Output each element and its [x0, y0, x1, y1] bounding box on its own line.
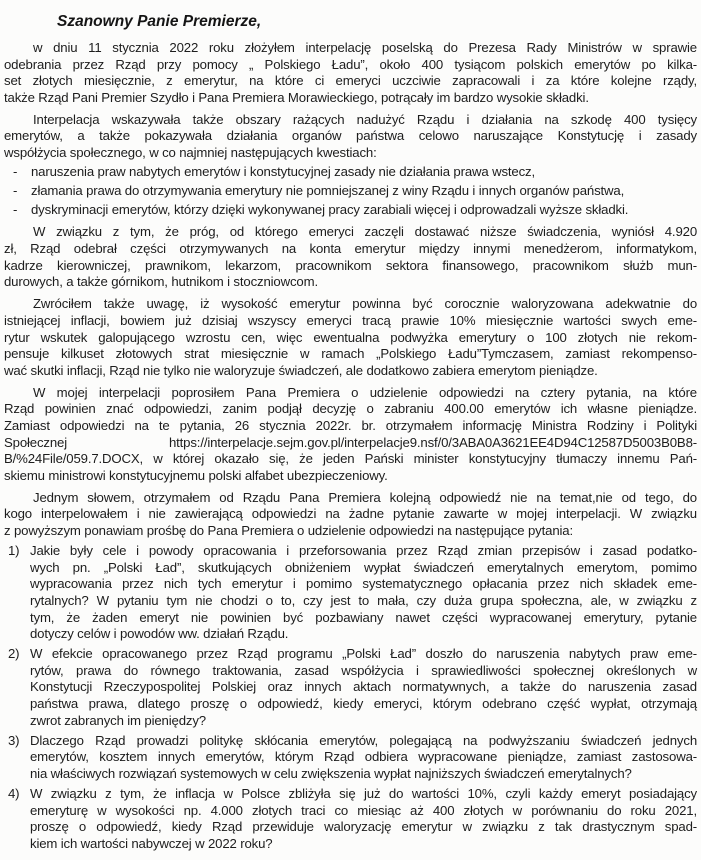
text-line: wać skutki inflacji, Rząd nie tylko nie waloryzuje świadczeń, ale dodatkowo zabiera emerytom pieniądze.: [4, 362, 598, 378]
text-line: rytur wskutek galopującego wzrostu cen, więc ewentualna podwyżka emerytury o 100 złotych nie rekom-: [4, 329, 697, 345]
text-line: Rząd powinien znać odpowiedzi, zanim podjął decyzję o zabraniu 400.00 emerytów ich własne pieniądze.: [4, 401, 697, 417]
text-line: tym, że żaden emeryt nie powinien być pozbawiany nawet części wypracowanej emerytury, pytanie: [30, 609, 697, 625]
text-line: także Rząd Pani Premier Szydło i Pana Premiera Morawieckiego, potrącały im bardzo wysokie składki.: [4, 89, 589, 105]
text-line: współżycia społecznego, w co najmniej następujących kwestiach:: [4, 145, 377, 161]
text-line: Zwróciłem także uwagę, iż wysokość emerytur powinna być corocznie waloryzowana adekwatnie do: [33, 296, 697, 312]
text-line: W związku z tym, że inflacja w Polsce zbliżyła się już do wartości 10%, czyli każdy emeryt posiadający: [30, 785, 697, 801]
text-line: odebrania przez Rząd przy pomocy „ Polskiego Ładu”, około 400 tysiącom polskich emerytów po kilka-: [4, 56, 697, 72]
text-line: W mojej interpelacji poprosiłem Pana Premiera o udzielenie odpowiedzi na cztery pytania, na które: [33, 384, 697, 400]
list-marker: 3): [8, 732, 20, 748]
dash-list-item: [4, 202, 697, 219]
dash-list-item: [4, 164, 697, 181]
text-line: Konstytucji Rzeczypospolitej Polskiej oraz innych aktach normatywnych, a także do naruszenia zasad: [30, 679, 697, 695]
salutation: Szanowny Panie Premierze,: [57, 13, 262, 30]
numbered-list-item: [4, 646, 697, 729]
text-line: naruszenia praw nabytych emerytów i konstytucyjnej zasady nie działania prawa wstecz,: [31, 164, 536, 180]
paragraph: [4, 112, 697, 162]
list-marker: 1): [8, 543, 20, 559]
text-line: proszę o odpowiedź, kiedy Rząd przewiduje waloryzację emerytur w związku z tak drastycznym spad-: [30, 819, 697, 835]
list-marker: -: [13, 202, 18, 218]
paragraph: [4, 296, 697, 379]
list-marker: 2): [8, 646, 20, 662]
text-line: Zamiast odpowiedzi na te pytania, 26 stycznia 2022r. br. otrzymałem informację Ministra Rodziny i Polityki: [4, 417, 697, 433]
text-line: kogo interpelowałem i nie zawierającą odpowiedzi na żadne pytanie zawarte w mojej interpelacji. W związku: [4, 506, 697, 522]
text-line: zł, Rząd odebrał części otrzymywanych na konta emerytur między innymi menedżerom, informatykom,: [4, 241, 697, 257]
numbered-list-item: [4, 543, 697, 643]
paragraph: [4, 40, 697, 106]
text-line: pensuje kilkuset złotowych strat miesięcznie w ramach „Polskiego Ładu”Tymczasem, zamiast rekompenso-: [4, 346, 697, 362]
text-line: w dniu 11 stycznia 2022 roku złożyłem interpelację poselską do Prezesa Rady Ministrów w sprawie: [33, 40, 697, 55]
text-line: złamania prawa do otrzymywania emerytury nie pomniejszanej z winy Rządu i innych organów państwa,: [31, 183, 625, 199]
text-line: skiemu ministrowi konstytucyjnemu polski alfabet ubezpieczeniowy.: [4, 467, 388, 483]
numbered-list-item: [4, 786, 697, 852]
text-line: nia właściwych rozwiązań systemowych w celu zwiększenia wypłat najniższych świadczeń emerytalnych?: [30, 765, 632, 781]
text-line: durowych, a także górnikom, hutnikom i stoczniowcom.: [4, 274, 318, 290]
text-line: emerytów, a także pokazywała działania organów państwa celowo naruszające Konstytucję i zasady: [4, 128, 697, 144]
text-line: kadrze kierowniczej, prawnikom, lekarzom, pracownikom sektora finansowego, pracownikom służb mun-: [4, 257, 697, 273]
text-line: Społecznej https://interpelacje.sejm.gov.pl/interpelacje9.nsf/0/3ABA0A3621EE4D94C12587D5003B0B8-: [4, 434, 697, 450]
list-marker: -: [13, 183, 18, 199]
text-line: z powyższym ponawiam prośbę do Pana Premiera o udzielenie odpowiedzi na następujące pytania:: [4, 523, 573, 539]
text-line: rytów, prawa do równego traktowania, zasad współżycia i sprawiedliwości społecznej określonych w: [30, 662, 697, 678]
text-line: dyskryminacji emerytów, którzy dzięki wykonywanej pracy zarabiali więcej i odprowadzali wyższe składki.: [31, 202, 629, 218]
text-line: Jakie były cele i powody opracowania i przeforsowania przez Rząd zmian przepisów i zasad podatko-: [30, 543, 697, 559]
text-line: wych pn. „Polski Ład”, skutkujących obniżeniem wypłat świadczeń emerytalnych emerytom, pomimo: [30, 559, 697, 575]
text-line: Dlaczego Rząd prowadzi politykę skłócania emerytów, polegającą na podwyższaniu świadczeń jednych: [30, 732, 697, 748]
text-line: zwrot zabranych im pieniędzy?: [30, 712, 206, 728]
text-line: istniejącej inflacji, bowiem już dzisiaj wszyscy emeryci tracą prawie 10% miesięcznie wartości swych eme-: [4, 312, 697, 328]
paragraph: [4, 224, 697, 290]
text-line: W efekcie opracowanego przez Rząd programu „Polski Ład” doszło do naruszenia nabytych praw eme-: [30, 646, 697, 662]
paragraph: [4, 490, 697, 540]
text-line: B/%24File/059.7.DOCX, w której okazało się, że jeden Pański minister konstytucyjny tłumaczy innemu Pań-: [4, 451, 697, 467]
numbered-list-item: [4, 733, 697, 783]
list-marker: 4): [8, 785, 20, 801]
dash-list-item: [4, 183, 697, 200]
text-line: kiem ich wartości nabywczej w 2022 roku?: [30, 835, 273, 851]
document-body: [4, 40, 697, 852]
text-line: emeryturę w wysokości np. 4.000 złotych traci co miesiąc aż 400 złotych w porównaniu do roku 2021,: [30, 802, 697, 818]
paragraph: [4, 385, 697, 485]
text-line: państwa prawa, dlatego proszę o odpowiedź, kiedy emeryci, którym odebrano część wypłat, otrzymają: [30, 695, 697, 711]
text-line: wypracowania przez nich tych emerytur i pomimo systematycznego opłacania przez nich składek eme-: [30, 576, 697, 592]
text-line: Interpelacja wskazywała także obszary rażących nadużyć Rządu i działania na szkodę 400 tysięcy: [33, 111, 697, 127]
text-line: emerytów, kosztem innych emerytów, którym Rząd odbiera wypracowane pieniądze, zamiast zastosowa-: [30, 749, 697, 765]
list-marker: -: [13, 164, 18, 180]
text-line: dotyczy celów i powodów ww. działań Rządu.: [30, 626, 289, 642]
text-line: Jednym słowem, otrzymałem od Rządu Pana Premiera kolejną odpowiedź nie na temat,nie od tego, do: [33, 489, 697, 505]
text-line: rytalnych? W pytaniu tym nie chodzi o to, czy jest to mała, czy duża grupa społeczna, ale, w związku z: [30, 592, 697, 608]
text-line: W związku z tym, że próg, od którego emeryci zaczęli dostawać niższe świadczenia, wyniósł 4.920: [33, 224, 697, 240]
text-line: set złotych miesięcznie, z emerytur, na które ci emeryci uczciwie zapracowali i za które kolejne rządy,: [4, 73, 697, 89]
